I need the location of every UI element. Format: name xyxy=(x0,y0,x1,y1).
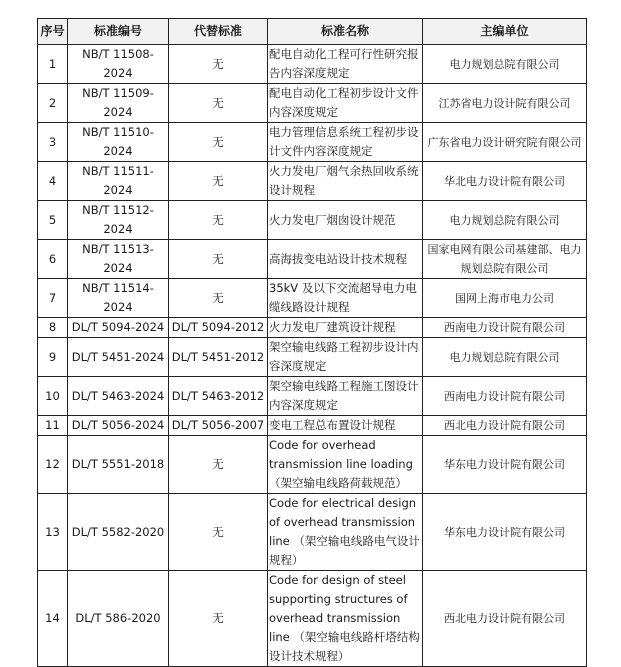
cell-replace: 无 xyxy=(169,201,268,240)
header-cell-replace: 代替标准 xyxy=(169,19,268,45)
cell-code: DL/T 5451-2024 xyxy=(68,338,169,377)
cell-replace: 无 xyxy=(169,436,268,494)
cell-no: 7 xyxy=(38,279,68,318)
cell-code: DL/T 5056-2024 xyxy=(68,416,169,436)
cell-name: 架空输电线路工程初步设计内容深度规定 xyxy=(268,338,423,377)
cell-no: 14 xyxy=(38,571,68,667)
table-row xyxy=(38,416,587,436)
cell-org: 电力规划总院有限公司 xyxy=(423,45,587,84)
cell-org: 华北电力设计院有限公司 xyxy=(423,162,587,201)
cell-code: DL/T 586-2020 xyxy=(68,571,169,667)
cell-org: 电力规划总院有限公司 xyxy=(423,338,587,377)
cell-org: 西南电力设计院有限公司 xyxy=(423,377,587,416)
cell-replace: 无 xyxy=(169,45,268,84)
cell-name: 高海拔变电站设计技术规程 xyxy=(268,240,423,279)
table-row xyxy=(38,318,587,338)
cell-replace: 无 xyxy=(169,240,268,279)
cell-replace: DL/T 5056-2007 xyxy=(169,416,268,436)
cell-no: 12 xyxy=(38,436,68,494)
header-cell-no: 序号 xyxy=(38,19,68,45)
cell-code: NB/T 11508-2024 xyxy=(68,45,169,84)
cell-code: NB/T 11514-2024 xyxy=(68,279,169,318)
header-row xyxy=(38,19,587,45)
cell-replace: 无 xyxy=(169,84,268,123)
cell-name: 配电自动化工程初步设计文件内容深度规定 xyxy=(268,84,423,123)
cell-org: 广东省电力设计研究院有限公司 xyxy=(423,123,587,162)
table-row xyxy=(38,84,587,123)
cell-org: 江苏省电力设计院有限公司 xyxy=(423,84,587,123)
header-cell-name: 标准名称 xyxy=(268,19,423,45)
table-row xyxy=(38,279,587,318)
cell-code: NB/T 11509-2024 xyxy=(68,84,169,123)
cell-code: DL/T 5094-2024 xyxy=(68,318,169,338)
table-row xyxy=(38,201,587,240)
cell-no: 5 xyxy=(38,201,68,240)
cell-code: DL/T 5463-2024 xyxy=(68,377,169,416)
header-cell-code: 标准编号 xyxy=(68,19,169,45)
cell-no: 10 xyxy=(38,377,68,416)
cell-no: 3 xyxy=(38,123,68,162)
cell-no: 9 xyxy=(38,338,68,377)
table-row xyxy=(38,571,587,667)
cell-replace: DL/T 5451-2012 xyxy=(169,338,268,377)
table-row xyxy=(38,45,587,84)
cell-org: 国网上海市电力公司 xyxy=(423,279,587,318)
cell-replace: 无 xyxy=(169,279,268,318)
table-row xyxy=(38,240,587,279)
table-row xyxy=(38,377,587,416)
cell-replace: 无 xyxy=(169,123,268,162)
cell-name: 火力发电厂建筑设计规程 xyxy=(268,318,423,338)
cell-org: 电力规划总院有限公司 xyxy=(423,201,587,240)
cell-no: 6 xyxy=(38,240,68,279)
cell-name: 35kV 及以下交流超导电力电缆线路设计规程 xyxy=(268,279,423,318)
table-row xyxy=(38,338,587,377)
cell-no: 8 xyxy=(38,318,68,338)
cell-org: 华东电力设计院有限公司 xyxy=(423,436,587,494)
cell-name: Code for overhead transmission line loading （架空输电线路荷载规范） xyxy=(268,436,423,494)
cell-code: NB/T 11513-2024 xyxy=(68,240,169,279)
cell-no: 4 xyxy=(38,162,68,201)
cell-name: 架空输电线路工程施工图设计内容深度规定 xyxy=(268,377,423,416)
cell-replace: 无 xyxy=(169,571,268,667)
cell-org: 西南电力设计院有限公司 xyxy=(423,318,587,338)
cell-name: 配电自动化工程可行性研究报告内容深度规定 xyxy=(268,45,423,84)
table-row xyxy=(38,162,587,201)
header-cell-org: 主编单位 xyxy=(423,19,587,45)
cell-name: 火力发电厂烟气余热回收系统设计规程 xyxy=(268,162,423,201)
cell-replace: DL/T 5463-2012 xyxy=(169,377,268,416)
standards-table xyxy=(37,18,587,667)
cell-code: NB/T 11511-2024 xyxy=(68,162,169,201)
cell-code: NB/T 11510-2024 xyxy=(68,123,169,162)
cell-no: 1 xyxy=(38,45,68,84)
table-row xyxy=(38,123,587,162)
cell-name: 电力管理信息系统工程初步设计文件内容深度规定 xyxy=(268,123,423,162)
cell-name: 火力发电厂烟囱设计规范 xyxy=(268,201,423,240)
cell-name: Code for electrical design of overhead transmission line （架空输电线路电气设计规程） xyxy=(268,494,423,571)
cell-no: 2 xyxy=(38,84,68,123)
cell-code: NB/T 11512-2024 xyxy=(68,201,169,240)
cell-no: 13 xyxy=(38,494,68,571)
cell-org: 西北电力设计院有限公司 xyxy=(423,416,587,436)
cell-replace: DL/T 5094-2012 xyxy=(169,318,268,338)
cell-code: DL/T 5551-2018 xyxy=(68,436,169,494)
cell-replace: 无 xyxy=(169,494,268,571)
cell-org: 西北电力设计院有限公司 xyxy=(423,571,587,667)
cell-org: 国家电网有限公司基建部、电力规划总院有限公司 xyxy=(423,240,587,279)
cell-org: 华东电力设计院有限公司 xyxy=(423,494,587,571)
cell-name: 变电工程总布置设计规程 xyxy=(268,416,423,436)
cell-replace: 无 xyxy=(169,162,268,201)
table-row xyxy=(38,494,587,571)
cell-code: DL/T 5582-2020 xyxy=(68,494,169,571)
table-row xyxy=(38,436,587,494)
cell-name: Code for design of steel supporting structures of overhead transmission line （架空输电线路杆塔结构设计技术规程） xyxy=(268,571,423,667)
cell-no: 11 xyxy=(38,416,68,436)
